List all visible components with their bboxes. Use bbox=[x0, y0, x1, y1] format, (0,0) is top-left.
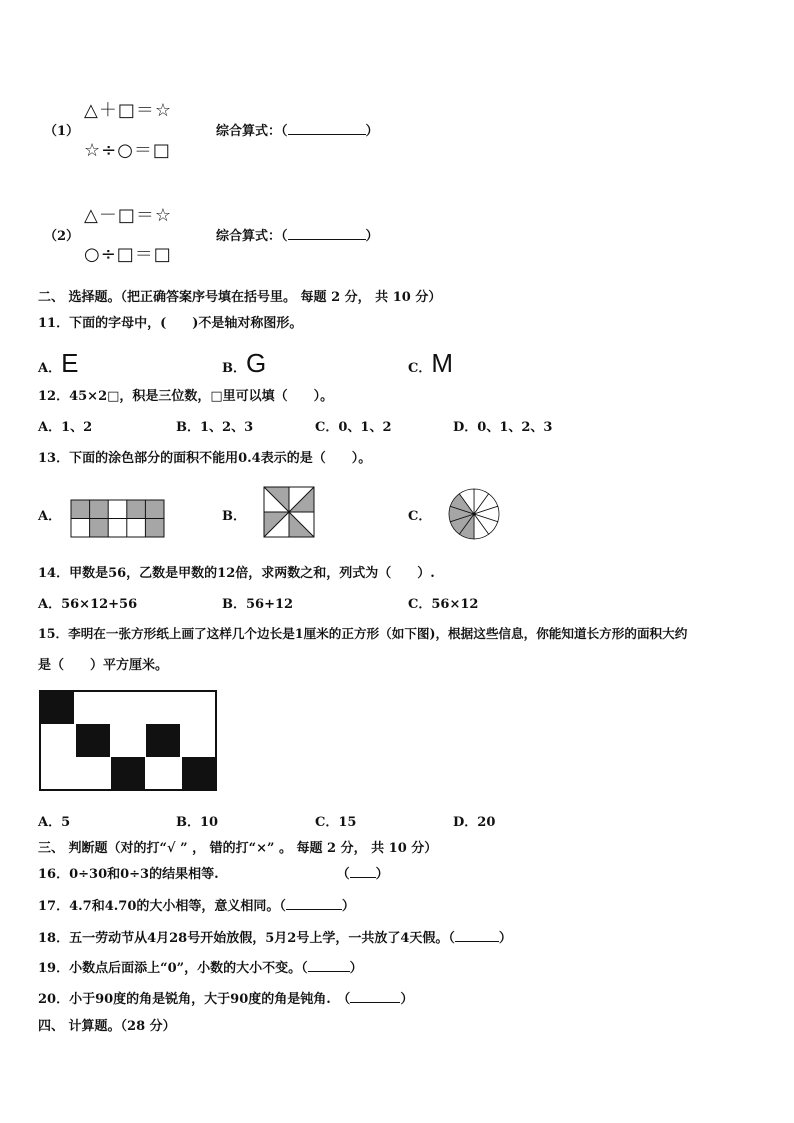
prompt-text: 综合算式：（ bbox=[216, 229, 288, 244]
formula-line: △－□＝☆ bbox=[84, 205, 172, 226]
q14-option-a[interactable]: A．56×12+56 bbox=[38, 597, 138, 612]
q12-option-c[interactable]: C．0、1、2 bbox=[315, 420, 392, 435]
q15-option-d[interactable]: D．20 bbox=[453, 815, 496, 830]
formula-label-2: （2） bbox=[44, 229, 80, 244]
q15-option-b[interactable]: B．10 bbox=[176, 815, 219, 830]
judge-item-16: 16．0÷30和0÷3的结果相等. （ ） bbox=[38, 867, 389, 882]
q13-option-c[interactable]: C． bbox=[408, 509, 432, 524]
formula-label-1: （1） bbox=[44, 124, 80, 139]
formula-line: △＋□＝☆ bbox=[84, 100, 172, 121]
q15-option-c[interactable]: C．15 bbox=[315, 815, 357, 830]
q11-stem: 11．下面的字母中，( )不是轴对称图形。 bbox=[38, 316, 303, 331]
section-heading-choice: 二、 选择题。（把正确答案序号填在括号里。 每题 2 分， 共 10 分） bbox=[38, 290, 442, 305]
q12-option-d[interactable]: D．0、1、2、3 bbox=[453, 420, 553, 435]
q14-option-b[interactable]: B．56+12 bbox=[222, 597, 294, 612]
answer-blank[interactable] bbox=[308, 959, 350, 972]
answer-blank[interactable] bbox=[286, 897, 342, 910]
q13-grid-figure bbox=[71, 500, 164, 537]
q11-option-a[interactable]: A．E bbox=[38, 348, 79, 378]
section-heading-calc: 四、 计算题。（28 分） bbox=[38, 1019, 176, 1034]
q15-rectangle-figure bbox=[39, 690, 217, 791]
judge-item-20: 20．小于90度的角是锐角，大于90度的角是钝角. （ ） bbox=[38, 992, 414, 1007]
formula-prompt bbox=[216, 225, 379, 244]
answer-blank[interactable] bbox=[288, 122, 366, 135]
answer-blank[interactable] bbox=[350, 865, 376, 878]
answer-blank[interactable] bbox=[350, 990, 400, 1003]
q12-option-b[interactable]: B．1、2、3 bbox=[176, 420, 254, 435]
q12-stem: 12．45×2□，积是三位数，□里可以填（ ）。 bbox=[38, 389, 334, 404]
q13-square-figure bbox=[264, 487, 314, 537]
q14-option-c[interactable]: C．56×12 bbox=[408, 597, 479, 612]
q15-option-a[interactable]: A．5 bbox=[38, 815, 71, 830]
prompt-text: 综合算式：（ bbox=[216, 124, 288, 139]
q15-stem-line1: 15．李明在一张方形纸上画了这样几个边长是1厘米的正方形（如下图)，根据这些信息，你能知道长方形的面积大约 bbox=[38, 626, 688, 641]
q13-option-a[interactable]: A． bbox=[38, 509, 62, 524]
q13-option-b[interactable]: B． bbox=[222, 509, 246, 524]
prompt-close: ） bbox=[365, 229, 379, 244]
q13-circle-figure bbox=[448, 488, 500, 540]
judge-item-18: 18．五一劳动节从4月28号开始放假，5月2号上学，一共放了4天假。（ ） bbox=[38, 931, 512, 946]
q11-option-b[interactable]: B．G bbox=[222, 348, 267, 378]
formula-line: ○÷□＝□ bbox=[84, 244, 172, 265]
q11-option-c[interactable]: C．M bbox=[408, 348, 454, 378]
q15-stem-line2: 是（ ）平方厘米。 bbox=[38, 658, 169, 673]
q14-stem: 14．甲数是56，乙数是甲数的12倍，求两数之和，列式为（ ）. bbox=[38, 566, 435, 581]
answer-blank[interactable] bbox=[455, 929, 499, 942]
answer-blank[interactable] bbox=[288, 227, 366, 240]
formula-line: ☆÷○＝□ bbox=[84, 140, 171, 161]
prompt-close: ） bbox=[365, 124, 379, 139]
section-heading-judge: 三、 判断题（对的打“√ ” ， 错的打“×” 。 每题 2 分， 共 10 分） bbox=[38, 841, 438, 856]
q13-stem: 13．下面的涂色部分的面积不能用0.4表示的是（ ）。 bbox=[38, 451, 372, 466]
formula-prompt bbox=[216, 120, 379, 139]
q12-option-a[interactable]: A．1、2 bbox=[38, 420, 93, 435]
judge-item-19: 19．小数点后面添上“0”，小数的大小不变。（ ） bbox=[38, 961, 363, 976]
judge-item-17: 17．4.7和4.70的大小相等，意义相同。（ ） bbox=[38, 899, 355, 914]
